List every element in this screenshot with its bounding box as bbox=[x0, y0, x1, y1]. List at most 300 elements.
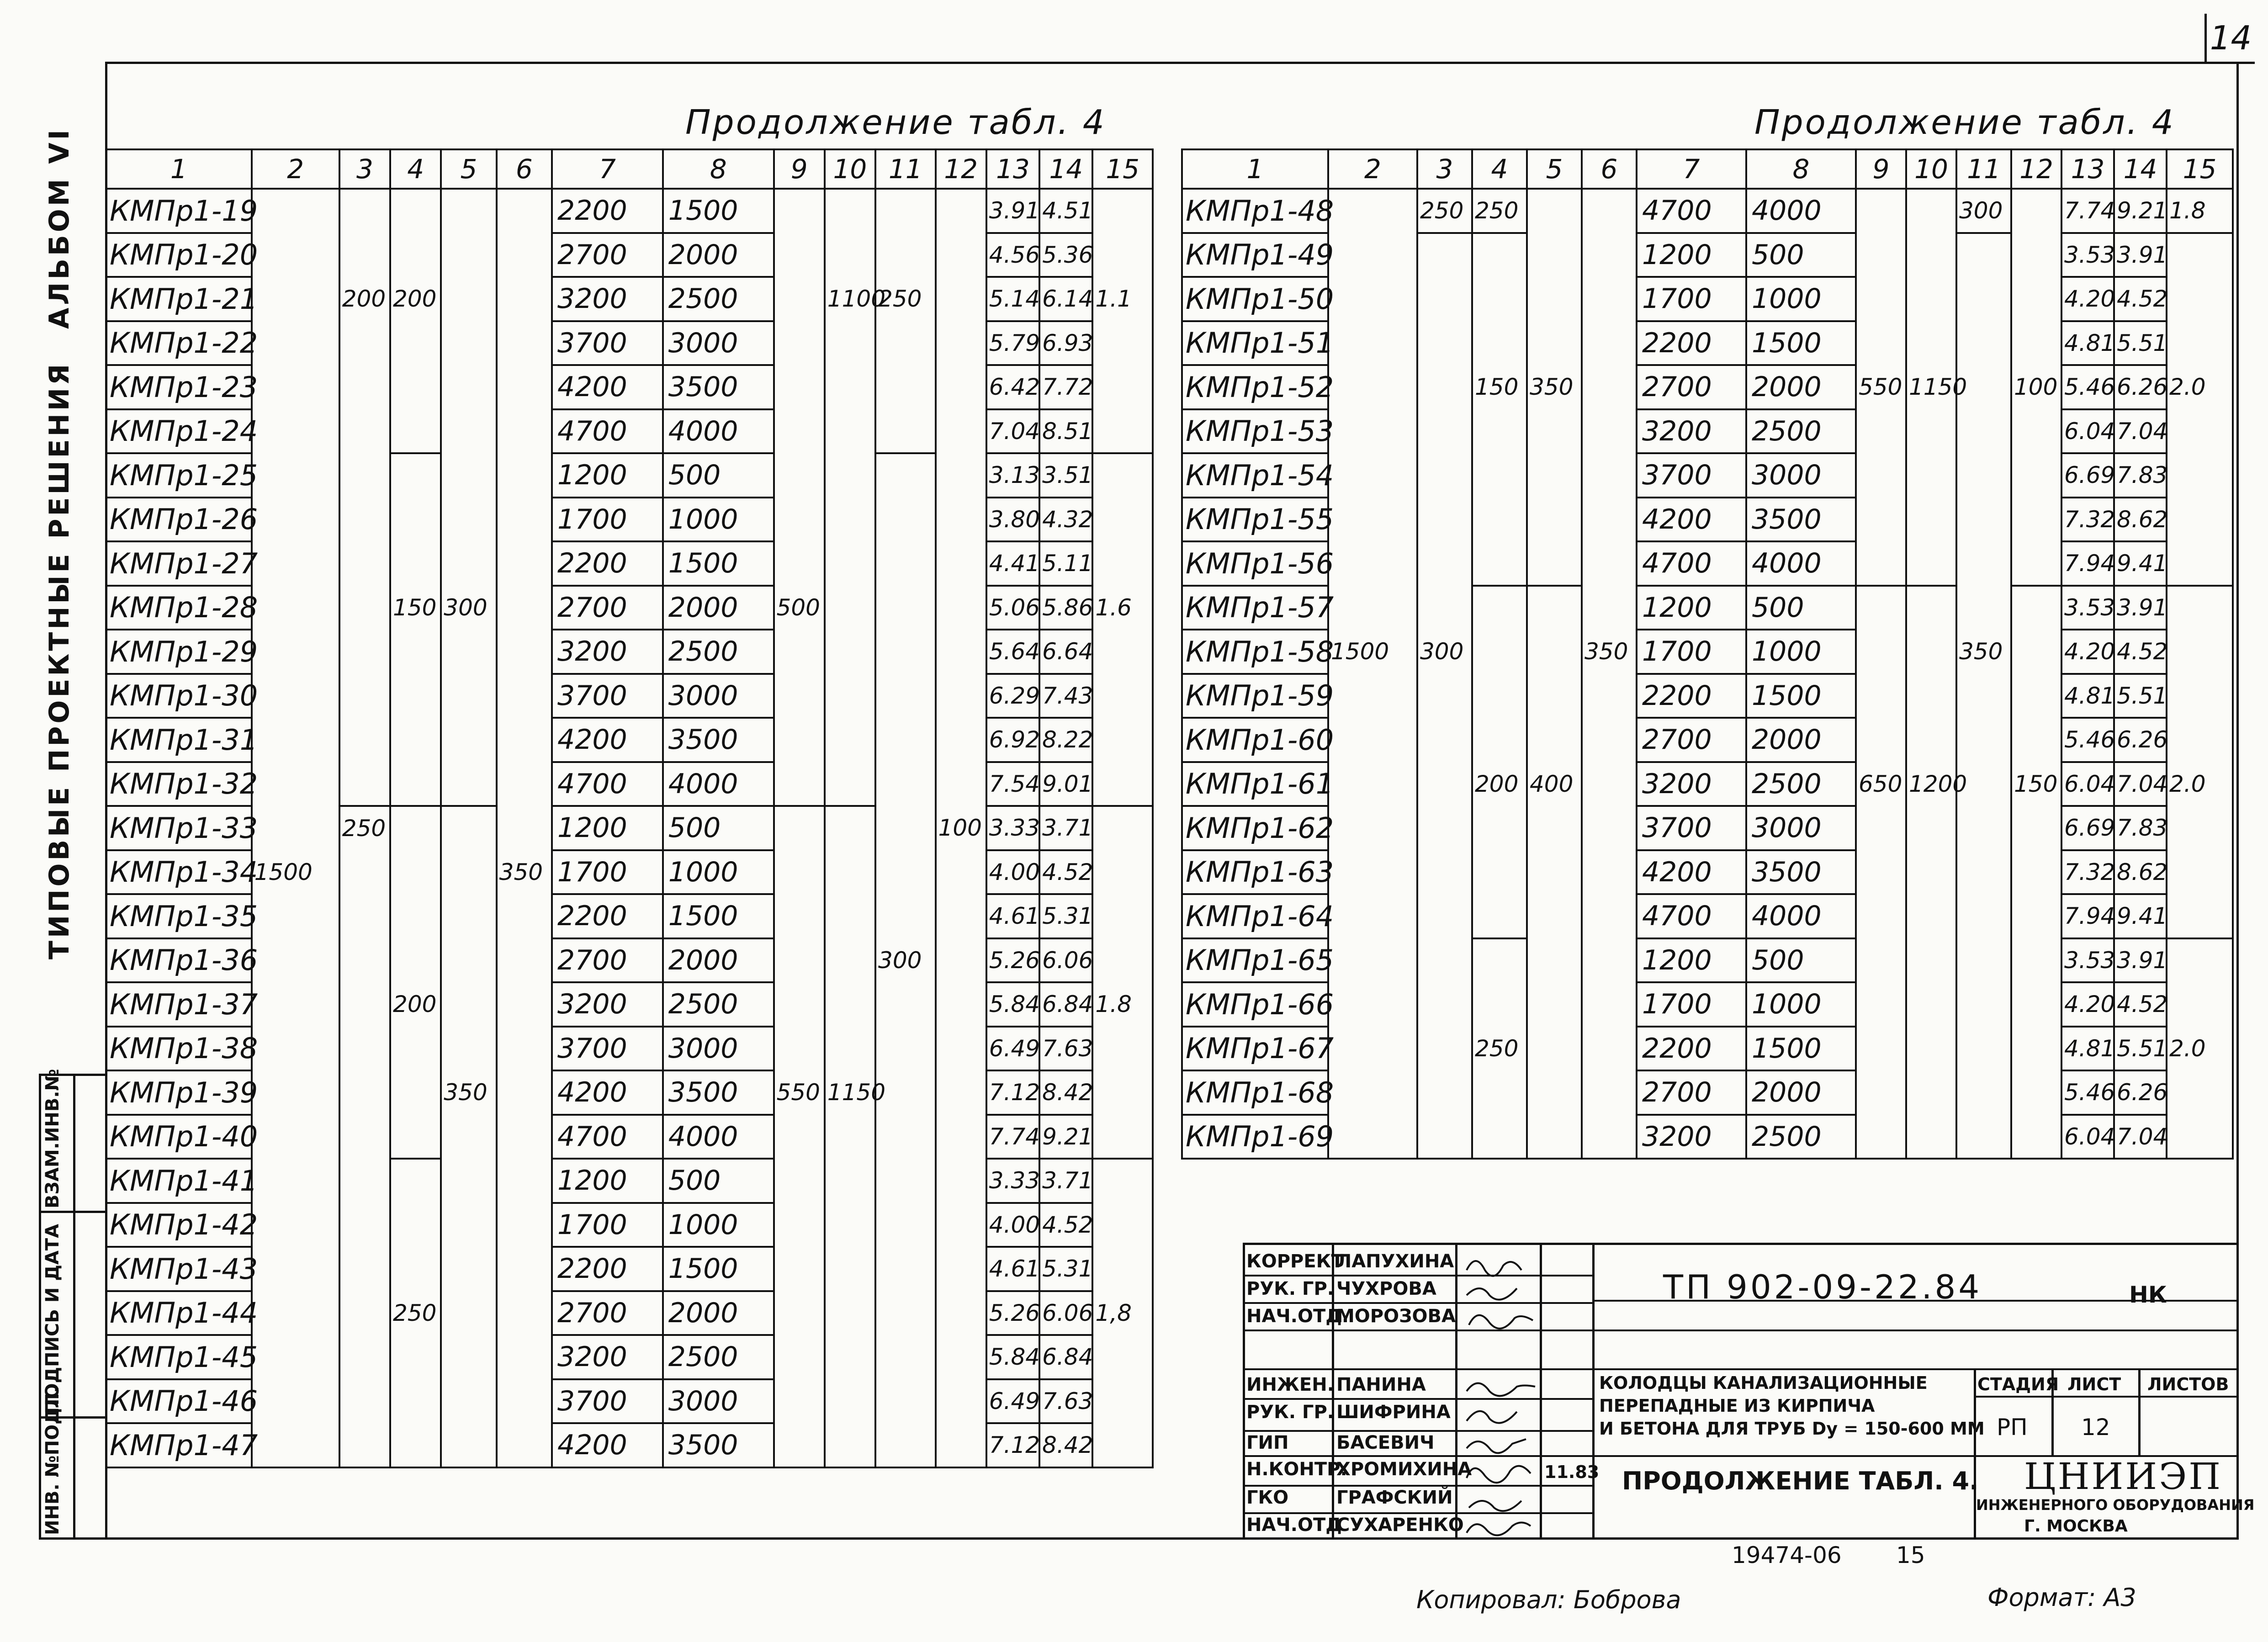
merged-cell-c10 bbox=[825, 762, 875, 806]
cell-c13: 3.53 bbox=[2061, 938, 2114, 983]
merged-cell-c11 bbox=[875, 1159, 935, 1203]
merged-cell-c10 bbox=[825, 1203, 875, 1247]
merged-cell-c15 bbox=[1092, 189, 1153, 233]
merged-cell-c6 bbox=[1582, 321, 1637, 365]
merged-cell-c6 bbox=[497, 453, 552, 498]
album-label: АЛЬБОМ VI bbox=[43, 127, 75, 329]
row-name: КМПр1-28 bbox=[106, 586, 252, 630]
merged-cell-c6 bbox=[1582, 982, 1637, 1027]
cell-c14: 7.63 bbox=[1039, 1027, 1092, 1071]
merged-cell-c9 bbox=[774, 1247, 825, 1291]
cell-c7: 2700 bbox=[1637, 718, 1746, 762]
merged-cell-c10 bbox=[825, 321, 875, 365]
page-number: 14 bbox=[2204, 14, 2255, 64]
cell-c8: 500 bbox=[1746, 938, 1856, 983]
merged-cell-c9 bbox=[774, 277, 825, 321]
cell-c7: 3200 bbox=[552, 1335, 663, 1379]
cell-c14: 4.52 bbox=[1039, 850, 1092, 895]
merged-cell-c4 bbox=[1472, 806, 1527, 850]
cell-c7: 2700 bbox=[552, 586, 663, 630]
merged-cell-c3 bbox=[1417, 806, 1472, 850]
table-row bbox=[1182, 674, 2233, 718]
cell-c14: 7.04 bbox=[2114, 409, 2167, 454]
cell-c14: 8.62 bbox=[2114, 498, 2167, 542]
merged-cell-c6 bbox=[497, 498, 552, 542]
cell-c8: 2500 bbox=[663, 1335, 774, 1379]
merged-cell-c11 bbox=[875, 1379, 935, 1424]
table-row bbox=[1182, 365, 2233, 409]
merged-cell-c11 bbox=[875, 674, 935, 718]
merged-cell-c9: 650 bbox=[1856, 762, 1906, 806]
merged-cell-c5 bbox=[441, 409, 496, 454]
cell-c7: 2700 bbox=[552, 938, 663, 983]
cell-c8: 2000 bbox=[1746, 365, 1856, 409]
merged-cell-c4 bbox=[1472, 674, 1527, 718]
merged-cell-c5 bbox=[441, 938, 496, 983]
merged-cell-c5 bbox=[1527, 1115, 1582, 1159]
merged-cell-c12 bbox=[2011, 409, 2061, 454]
merged-cell-c12 bbox=[936, 277, 986, 321]
cell-c8: 500 bbox=[1746, 586, 1856, 630]
merged-cell-c10 bbox=[1906, 938, 1956, 983]
merged-cell-c6 bbox=[1582, 453, 1637, 498]
cell-c13: 7.94 bbox=[2061, 894, 2114, 938]
merged-cell-c6 bbox=[497, 233, 552, 277]
merged-cell-c15 bbox=[1092, 321, 1153, 365]
merged-cell-c2 bbox=[1328, 277, 1417, 321]
merged-cell-c2 bbox=[1328, 321, 1417, 365]
merged-cell-c3 bbox=[339, 1203, 390, 1247]
cell-c8: 1000 bbox=[663, 498, 774, 542]
cell-c7: 1200 bbox=[552, 1159, 663, 1203]
merged-cell-c9 bbox=[774, 321, 825, 365]
table-row bbox=[1182, 718, 2233, 762]
tb-role: НАЧ.ОТД. bbox=[1246, 1306, 1349, 1327]
merged-cell-c9 bbox=[1856, 718, 1906, 762]
merged-cell-c4: 150 bbox=[390, 586, 441, 630]
merged-cell-c5 bbox=[1527, 718, 1582, 762]
tb-name: ШИФРИНА bbox=[1336, 1402, 1451, 1423]
cell-c8: 1500 bbox=[1746, 321, 1856, 365]
cell-c7: 1200 bbox=[1637, 938, 1746, 983]
cell-c8: 4000 bbox=[663, 762, 774, 806]
merged-cell-c15 bbox=[1092, 498, 1153, 542]
merged-cell-c2 bbox=[252, 806, 339, 850]
cell-c14: 7.04 bbox=[2114, 1115, 2167, 1159]
cell-c7: 4200 bbox=[552, 718, 663, 762]
table-row bbox=[1182, 938, 2233, 983]
cell-c14: 4.52 bbox=[2114, 277, 2167, 321]
merged-cell-c5 bbox=[1527, 586, 1582, 630]
cell-c7: 4200 bbox=[552, 1070, 663, 1115]
merged-cell-c9 bbox=[1856, 541, 1906, 586]
cell-c14: 4.52 bbox=[1039, 1203, 1092, 1247]
cell-c8: 1000 bbox=[663, 850, 774, 895]
merged-cell-c11 bbox=[875, 894, 935, 938]
cell-c14: 6.26 bbox=[2114, 718, 2167, 762]
merged-cell-c5 bbox=[441, 365, 496, 409]
merged-cell-c9 bbox=[1856, 850, 1906, 895]
merged-cell-c6 bbox=[497, 1423, 552, 1467]
cell-c8: 2000 bbox=[663, 938, 774, 983]
merged-cell-c9 bbox=[774, 233, 825, 277]
cell-c14: 4.51 bbox=[1039, 189, 1092, 233]
merged-cell-c15 bbox=[1092, 1203, 1153, 1247]
merged-cell-c11 bbox=[875, 189, 935, 233]
table-row bbox=[106, 1379, 1153, 1424]
merged-cell-c6 bbox=[497, 982, 552, 1027]
cell-c7: 2200 bbox=[1637, 674, 1746, 718]
merged-cell-c9 bbox=[774, 718, 825, 762]
merged-cell-c12 bbox=[936, 1115, 986, 1159]
footer-inv: 19474-06 bbox=[1732, 1542, 1842, 1568]
header-cell: 3 bbox=[339, 149, 390, 189]
merged-cell-c15 bbox=[2167, 1115, 2233, 1159]
cell-c8: 2000 bbox=[1746, 1070, 1856, 1115]
cell-c14: 5.31 bbox=[1039, 1247, 1092, 1291]
merged-cell-c6 bbox=[497, 630, 552, 674]
cell-c7: 1200 bbox=[552, 453, 663, 498]
merged-cell-c12 bbox=[2011, 453, 2061, 498]
merged-cell-c11 bbox=[1956, 718, 2011, 762]
cell-c14: 3.51 bbox=[1039, 453, 1092, 498]
merged-cell-c4 bbox=[390, 850, 441, 895]
header-cell: 3 bbox=[1417, 149, 1472, 189]
merged-cell-c3 bbox=[339, 1115, 390, 1159]
cell-c14: 8.62 bbox=[2114, 850, 2167, 895]
row-name: КМПр1-62 bbox=[1182, 806, 1328, 850]
merged-cell-c3 bbox=[1417, 718, 1472, 762]
merged-cell-c6 bbox=[1582, 1115, 1637, 1159]
merged-cell-c11 bbox=[1956, 1115, 2011, 1159]
cell-c14: 4.52 bbox=[2114, 630, 2167, 674]
merged-cell-c9 bbox=[1856, 586, 1906, 630]
merged-cell-c3 bbox=[339, 762, 390, 806]
cell-c8: 1500 bbox=[663, 1247, 774, 1291]
cell-c8: 2500 bbox=[1746, 409, 1856, 454]
merged-cell-c2 bbox=[252, 498, 339, 542]
header-cell: 15 bbox=[1092, 149, 1153, 189]
merged-cell-c6 bbox=[497, 1159, 552, 1203]
merged-cell-c6 bbox=[497, 894, 552, 938]
org-sub: ИНЖЕНЕРНОГО ОБОРУДОВАНИЯ bbox=[1976, 1496, 2255, 1514]
table-row bbox=[1182, 321, 2233, 365]
row-name: КМПр1-61 bbox=[1182, 762, 1328, 806]
merged-cell-c5 bbox=[1527, 806, 1582, 850]
merged-cell-c15 bbox=[2167, 982, 2233, 1027]
merged-cell-c10: 1200 bbox=[1906, 762, 1956, 806]
cell-c14: 5.36 bbox=[1039, 233, 1092, 277]
merged-cell-c2 bbox=[1328, 894, 1417, 938]
cell-c8: 500 bbox=[663, 1159, 774, 1203]
merged-cell-c10 bbox=[825, 850, 875, 895]
merged-cell-c11 bbox=[875, 1027, 935, 1071]
merged-cell-c6 bbox=[497, 718, 552, 762]
merged-cell-c10 bbox=[825, 1423, 875, 1467]
merged-cell-c4 bbox=[1472, 586, 1527, 630]
merged-cell-c12 bbox=[2011, 586, 2061, 630]
cell-c13: 7.32 bbox=[2061, 498, 2114, 542]
cell-c8: 1000 bbox=[1746, 982, 1856, 1027]
cell-c14: 3.71 bbox=[1039, 806, 1092, 850]
merged-cell-c3 bbox=[339, 498, 390, 542]
tb-name: СУХАРЕНКО bbox=[1336, 1515, 1464, 1536]
cell-c13: 6.49 bbox=[986, 1027, 1039, 1071]
cell-c14: 5.51 bbox=[2114, 674, 2167, 718]
merged-cell-c15 bbox=[2167, 233, 2233, 277]
merged-cell-c2 bbox=[252, 1423, 339, 1467]
cell-c13: 5.79 bbox=[986, 321, 1039, 365]
row-name: КМПр1-63 bbox=[1182, 850, 1328, 895]
sheets-label: ЛИСТОВ bbox=[2147, 1374, 2229, 1394]
merged-cell-c5: 350 bbox=[1527, 365, 1582, 409]
cell-c8: 4000 bbox=[1746, 894, 1856, 938]
merged-cell-c11 bbox=[875, 1247, 935, 1291]
merged-cell-c2 bbox=[1328, 674, 1417, 718]
merged-cell-c3 bbox=[1417, 938, 1472, 983]
merged-cell-c9 bbox=[1856, 1027, 1906, 1071]
row-name: КМПр1-37 bbox=[106, 982, 252, 1027]
cell-c7: 1700 bbox=[552, 850, 663, 895]
merged-cell-c5 bbox=[1527, 189, 1582, 233]
merged-cell-c15 bbox=[1092, 1070, 1153, 1115]
merged-cell-c6: 350 bbox=[497, 850, 552, 895]
merged-cell-c6 bbox=[497, 1291, 552, 1335]
merged-cell-c5 bbox=[1527, 938, 1582, 983]
merged-cell-c2 bbox=[252, 1335, 339, 1379]
merged-cell-c11 bbox=[875, 718, 935, 762]
header-cell: 2 bbox=[252, 149, 339, 189]
cell-c7: 4200 bbox=[552, 1423, 663, 1467]
merged-cell-c9 bbox=[774, 189, 825, 233]
merged-cell-c4 bbox=[390, 718, 441, 762]
merged-cell-c12 bbox=[2011, 233, 2061, 277]
merged-cell-c11 bbox=[875, 1291, 935, 1335]
merged-cell-c5 bbox=[441, 1159, 496, 1203]
merged-cell-c11 bbox=[1956, 894, 2011, 938]
merged-cell-c2 bbox=[1328, 806, 1417, 850]
cell-c8: 3000 bbox=[663, 674, 774, 718]
merged-cell-c4 bbox=[390, 498, 441, 542]
merged-cell-c2 bbox=[252, 938, 339, 983]
merged-cell-c15: 2.0 bbox=[2167, 365, 2233, 409]
merged-cell-c10 bbox=[1906, 541, 1956, 586]
header-cell: 5 bbox=[441, 149, 496, 189]
merged-cell-c4 bbox=[1472, 938, 1527, 983]
merged-cell-c6 bbox=[1582, 498, 1637, 542]
merged-cell-c4 bbox=[1472, 894, 1527, 938]
merged-cell-c10 bbox=[825, 1115, 875, 1159]
cell-c13: 7.94 bbox=[2061, 541, 2114, 586]
merged-cell-c15 bbox=[1092, 674, 1153, 718]
merged-cell-c10: 1150 bbox=[825, 1070, 875, 1115]
merged-cell-c5 bbox=[1527, 982, 1582, 1027]
cell-c8: 4000 bbox=[663, 409, 774, 454]
row-name: КМПр1-22 bbox=[106, 321, 252, 365]
table-row bbox=[106, 894, 1153, 938]
cell-c7: 3700 bbox=[1637, 453, 1746, 498]
merged-cell-c4 bbox=[1472, 1115, 1527, 1159]
merged-cell-c6 bbox=[497, 674, 552, 718]
series-label: ТИПОВЫЕ ПРОЕКТНЫЕ РЕШЕНИЯ bbox=[43, 361, 75, 959]
merged-cell-c6 bbox=[497, 1027, 552, 1071]
tb-role: КОРРЕКТ bbox=[1246, 1251, 1344, 1272]
cell-c7: 4700 bbox=[1637, 541, 1746, 586]
merged-cell-c5 bbox=[441, 321, 496, 365]
merged-cell-c5 bbox=[1527, 850, 1582, 895]
merged-cell-c11 bbox=[875, 1203, 935, 1247]
merged-cell-c11 bbox=[1956, 1027, 2011, 1071]
cell-c7: 4700 bbox=[1637, 894, 1746, 938]
cell-c8: 1000 bbox=[1746, 630, 1856, 674]
merged-cell-c2 bbox=[252, 1203, 339, 1247]
cell-c7: 3200 bbox=[1637, 762, 1746, 806]
merged-cell-c10 bbox=[825, 938, 875, 983]
cell-c13: 5.46 bbox=[2061, 1070, 2114, 1115]
cell-c7: 4200 bbox=[552, 365, 663, 409]
merged-cell-c10 bbox=[1906, 630, 1956, 674]
cell-c7: 3200 bbox=[1637, 1115, 1746, 1159]
merged-cell-c15 bbox=[1092, 762, 1153, 806]
merged-cell-c15: 1.8 bbox=[1092, 982, 1153, 1027]
merged-cell-c12 bbox=[936, 850, 986, 895]
row-name: КМПр1-52 bbox=[1182, 365, 1328, 409]
cell-c7: 1700 bbox=[1637, 277, 1746, 321]
merged-cell-c15 bbox=[1092, 1423, 1153, 1467]
merged-cell-c3: 300 bbox=[1417, 630, 1472, 674]
merged-cell-c15 bbox=[1092, 233, 1153, 277]
merged-cell-c4 bbox=[390, 938, 441, 983]
merged-cell-c10 bbox=[1906, 894, 1956, 938]
merged-cell-c11 bbox=[875, 365, 935, 409]
cell-c13: 5.64 bbox=[986, 630, 1039, 674]
tb-name: ХРОМИХИНА bbox=[1336, 1459, 1472, 1480]
cell-c13: 3.80 bbox=[986, 498, 1039, 542]
table-row bbox=[1182, 277, 2233, 321]
cell-c14: 7.83 bbox=[2114, 453, 2167, 498]
merged-cell-c2 bbox=[1328, 409, 1417, 454]
merged-cell-c5 bbox=[1527, 321, 1582, 365]
merged-cell-c2: 1500 bbox=[1328, 630, 1417, 674]
row-name: КМПр1-26 bbox=[106, 498, 252, 542]
table-row bbox=[106, 1027, 1153, 1071]
row-name: КМПр1-58 bbox=[1182, 630, 1328, 674]
merged-cell-c11 bbox=[875, 1115, 935, 1159]
merged-cell-c15 bbox=[2167, 894, 2233, 938]
table-row bbox=[106, 1203, 1153, 1247]
merged-cell-c2 bbox=[252, 1247, 339, 1291]
cell-c13: 6.69 bbox=[2061, 453, 2114, 498]
merged-cell-c11 bbox=[875, 806, 935, 850]
merged-cell-c3 bbox=[339, 1423, 390, 1467]
merged-cell-c12 bbox=[936, 894, 986, 938]
cell-c8: 3000 bbox=[1746, 453, 1856, 498]
merged-cell-c6 bbox=[1582, 762, 1637, 806]
merged-cell-c9 bbox=[774, 674, 825, 718]
cell-c14: 6.14 bbox=[1039, 277, 1092, 321]
merged-cell-c15 bbox=[2167, 806, 2233, 850]
merged-cell-c10 bbox=[1906, 1070, 1956, 1115]
merged-cell-c15 bbox=[2167, 630, 2233, 674]
merged-cell-c6 bbox=[497, 806, 552, 850]
merged-cell-c11 bbox=[875, 233, 935, 277]
merged-cell-c11 bbox=[875, 321, 935, 365]
row-name: КМПр1-31 bbox=[106, 718, 252, 762]
cell-c8: 3000 bbox=[663, 321, 774, 365]
merged-cell-c3 bbox=[1417, 762, 1472, 806]
merged-cell-c6 bbox=[497, 277, 552, 321]
cell-c14: 7.63 bbox=[1039, 1379, 1092, 1424]
merged-cell-c15 bbox=[2167, 453, 2233, 498]
cell-c7: 2700 bbox=[1637, 365, 1746, 409]
doc-code: ТП 902-09-22.84 bbox=[1663, 1268, 1982, 1306]
row-name: КМПр1-39 bbox=[106, 1070, 252, 1115]
merged-cell-c4: 250 bbox=[1472, 1027, 1527, 1071]
merged-cell-c3 bbox=[1417, 1027, 1472, 1071]
row-name: КМПр1-21 bbox=[106, 277, 252, 321]
merged-cell-c12 bbox=[936, 1247, 986, 1291]
header-cell: 11 bbox=[1956, 149, 2011, 189]
merged-cell-c15 bbox=[2167, 541, 2233, 586]
merged-cell-c15 bbox=[1092, 365, 1153, 409]
merged-cell-c11 bbox=[1956, 586, 2011, 630]
merged-cell-c10 bbox=[825, 630, 875, 674]
cell-c13: 4.20 bbox=[2061, 982, 2114, 1027]
merged-cell-c9 bbox=[774, 982, 825, 1027]
merged-cell-c4 bbox=[390, 321, 441, 365]
row-name: КМПр1-43 bbox=[106, 1247, 252, 1291]
merged-cell-c12 bbox=[936, 1291, 986, 1335]
row-name: КМПр1-38 bbox=[106, 1027, 252, 1071]
merged-cell-c9 bbox=[1856, 1115, 1906, 1159]
header-cell: 6 bbox=[1582, 149, 1637, 189]
merged-cell-c15 bbox=[2167, 850, 2233, 895]
merged-cell-c4 bbox=[390, 1379, 441, 1424]
merged-cell-c15 bbox=[1092, 718, 1153, 762]
merged-cell-c11 bbox=[1956, 850, 2011, 895]
merged-cell-c12 bbox=[2011, 938, 2061, 983]
cell-c7: 4200 bbox=[1637, 850, 1746, 895]
merged-cell-c2 bbox=[252, 277, 339, 321]
merged-cell-c11: 300 bbox=[1956, 189, 2011, 233]
merged-cell-c12 bbox=[2011, 850, 2061, 895]
row-name: КМПр1-20 bbox=[106, 233, 252, 277]
merged-cell-c3 bbox=[339, 1379, 390, 1424]
merged-cell-c12 bbox=[936, 1423, 986, 1467]
table-row bbox=[106, 1115, 1153, 1159]
merged-cell-c3 bbox=[1417, 1070, 1472, 1115]
merged-cell-c2 bbox=[252, 1115, 339, 1159]
merged-cell-c5 bbox=[1527, 277, 1582, 321]
tb-name: ПАНИНА bbox=[1336, 1374, 1426, 1395]
merged-cell-c10 bbox=[825, 718, 875, 762]
merged-cell-c3 bbox=[339, 1070, 390, 1115]
header-cell: 4 bbox=[1472, 149, 1527, 189]
row-name: КМПр1-67 bbox=[1182, 1027, 1328, 1071]
merged-cell-c15 bbox=[1092, 1335, 1153, 1379]
merged-cell-c4 bbox=[390, 894, 441, 938]
merged-cell-c2 bbox=[1328, 453, 1417, 498]
table-row bbox=[106, 1335, 1153, 1379]
merged-cell-c15 bbox=[2167, 718, 2233, 762]
cell-c13: 5.14 bbox=[986, 277, 1039, 321]
merged-cell-c4 bbox=[390, 1203, 441, 1247]
cell-c14: 3.91 bbox=[2114, 233, 2167, 277]
merged-cell-c3 bbox=[339, 1247, 390, 1291]
cell-c14: 7.72 bbox=[1039, 365, 1092, 409]
cell-c8: 2000 bbox=[663, 233, 774, 277]
merged-cell-c9 bbox=[774, 1203, 825, 1247]
